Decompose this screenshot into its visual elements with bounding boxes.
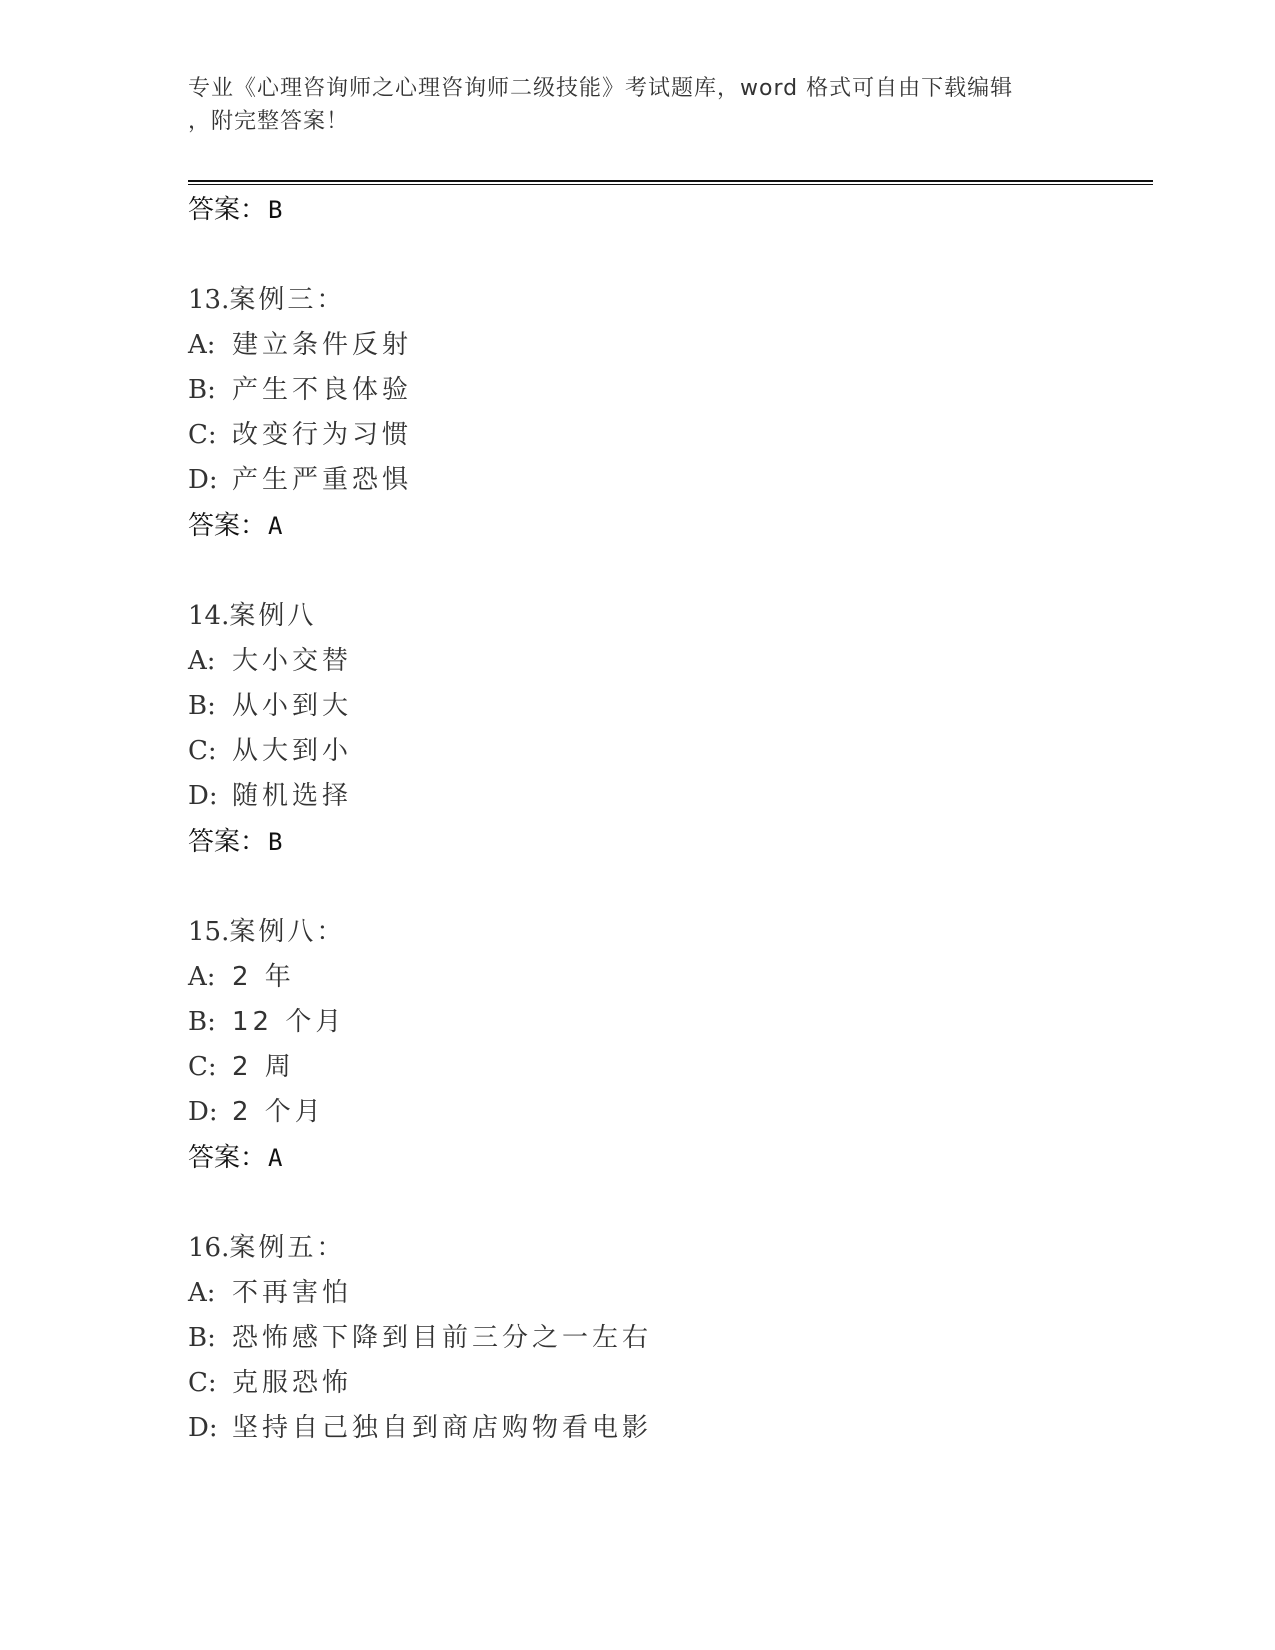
option-item (188, 1320, 652, 1356)
option-letter: A: (188, 1278, 216, 1308)
question-number: 14. (188, 601, 230, 631)
option-letter: C: (188, 1368, 217, 1398)
header-divider-thin (188, 184, 1153, 185)
option-text: 产生严重恐惧 (232, 465, 413, 495)
option-letter: D: (188, 1097, 218, 1127)
option-text: 2 个月 (232, 1097, 325, 1127)
option-text: 从大到小 (232, 736, 353, 766)
option-letter: A: (188, 330, 216, 360)
option-letter: C: (188, 420, 217, 450)
option-letter: A: (188, 646, 216, 676)
option-item (188, 1004, 345, 1040)
option-text: 坚持自己独自到商店购物看电影 (232, 1413, 653, 1443)
question-text: 案例五： (229, 1233, 346, 1263)
answer-label: 答案： (188, 195, 267, 225)
question-text: 案例八： (229, 917, 346, 947)
option-item (188, 688, 352, 724)
option-text: 12 个月 (232, 1007, 346, 1037)
question-text: 案例八 (229, 601, 317, 631)
option-item (188, 417, 412, 453)
option-item (188, 327, 412, 363)
option-text: 建立条件反射 (232, 330, 413, 360)
question-text: 案例三： (229, 285, 346, 315)
option-letter: B: (188, 1323, 216, 1353)
answer-line (188, 192, 282, 228)
answer-value: B (268, 828, 283, 856)
header-divider-thick (188, 180, 1153, 182)
answer-value: A (268, 1144, 283, 1172)
question-title (188, 1230, 345, 1266)
answer-line (188, 1140, 282, 1176)
answer-label: 答案： (188, 511, 267, 541)
option-letter: D: (188, 781, 218, 811)
question-number: 15. (188, 917, 230, 947)
option-text: 2 年 (232, 962, 295, 992)
option-letter: A: (188, 962, 216, 992)
option-text: 产生不良体验 (232, 375, 413, 405)
option-letter: B: (188, 691, 216, 721)
option-text: 改变行为习惯 (232, 420, 413, 450)
option-text: 恐怖感下降到目前三分之一左右 (232, 1323, 653, 1353)
option-text: 不再害怕 (232, 1278, 353, 1308)
question-title (188, 914, 345, 950)
answer-line (188, 824, 282, 860)
option-text: 大小交替 (232, 646, 353, 676)
option-item (188, 1365, 352, 1401)
option-item (188, 778, 352, 814)
answer-value: B (268, 196, 283, 224)
option-item (188, 372, 412, 408)
question-number: 16. (188, 1233, 230, 1263)
option-letter: D: (188, 1413, 218, 1443)
option-letter: B: (188, 375, 216, 405)
option-text: 从小到大 (232, 691, 353, 721)
header-line-1: 专业《心理咨询师之心理咨询师二级技能》考试题库，word 格式可自由下载编辑 (188, 76, 1014, 101)
question-number: 13. (188, 285, 230, 315)
option-item (188, 643, 352, 679)
answer-line (188, 508, 282, 544)
answer-label: 答案： (188, 1143, 267, 1173)
option-text: 2 周 (232, 1052, 295, 1082)
option-item (188, 1094, 325, 1130)
option-text: 克服恐怖 (232, 1368, 353, 1398)
option-item (188, 462, 412, 498)
answer-value: A (268, 512, 283, 540)
option-item (188, 733, 352, 769)
answer-label: 答案： (188, 827, 267, 857)
document-header (188, 72, 1088, 138)
option-text: 随机选择 (232, 781, 353, 811)
option-item (188, 1049, 295, 1085)
option-letter: D: (188, 465, 218, 495)
option-letter: B: (188, 1007, 216, 1037)
option-item (188, 1410, 652, 1446)
option-letter: C: (188, 736, 217, 766)
question-title (188, 282, 345, 318)
option-item (188, 959, 295, 995)
header-line-2: ，附完整答案！ (188, 109, 350, 134)
option-item (188, 1275, 352, 1311)
question-title (188, 598, 316, 634)
option-letter: C: (188, 1052, 217, 1082)
